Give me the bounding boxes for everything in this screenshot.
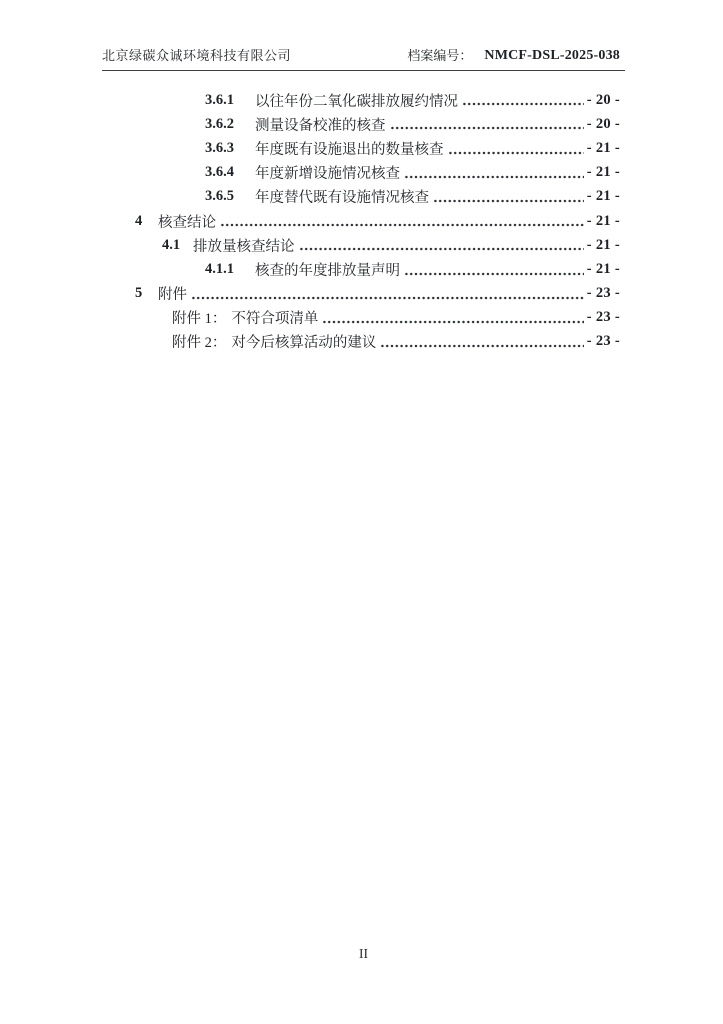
file-number-label: 档案编号： [407, 48, 473, 63]
toc-entry-page: - 21 - [586, 164, 620, 181]
dot-leader [390, 112, 584, 136]
toc-entry-number: 4.1 [162, 236, 181, 253]
toc-entry[interactable] [102, 306, 620, 330]
toc-entry-number: 3.6.4 [205, 164, 234, 181]
toc-entry[interactable] [102, 136, 620, 160]
toc-entry-title: 核查的年度排放量声明 [255, 262, 400, 279]
toc-entry[interactable] [102, 233, 620, 257]
dot-leader [404, 161, 584, 185]
toc-entry-title: 以往年份二氧化碳排放履约情况 [255, 93, 458, 110]
page-number: II [359, 946, 368, 961]
toc-entry-page: - 21 - [586, 188, 620, 205]
toc-entry-title: 核查结论 [158, 214, 216, 231]
toc-entry-number: 3.6.3 [205, 139, 234, 156]
dot-leader [433, 185, 584, 209]
toc-entry-number: 3.6.1 [205, 91, 234, 108]
toc-entry-title: 年度替代既有设施情况核查 [255, 190, 429, 207]
header-company-name: 北京绿碳众诚环境科技有限公司 [102, 48, 292, 63]
table-of-contents [102, 88, 620, 354]
toc-entry-title: 对今后核算活动的建议 [231, 335, 377, 352]
toc-entry-page: - 21 - [586, 260, 620, 277]
page-header [102, 48, 625, 71]
toc-entry-title: 附件 [158, 287, 187, 304]
toc-entry[interactable] [102, 161, 620, 185]
toc-entry[interactable] [102, 257, 620, 281]
toc-entry-page: - 20 - [586, 91, 620, 108]
toc-entry[interactable] [102, 112, 620, 136]
toc-entry[interactable] [102, 185, 620, 209]
toc-entry-number: 附件 2： [172, 335, 227, 352]
dot-leader [380, 330, 583, 354]
dot-leader [191, 282, 584, 306]
toc-entry-page: - 23 - [586, 333, 620, 350]
toc-entry-title: 不符合项清单 [231, 311, 319, 328]
toc-entry-title: 排放量核查结论 [193, 238, 295, 255]
toc-entry-page: - 23 - [586, 285, 620, 302]
toc-entry[interactable] [102, 88, 620, 112]
toc-entry-title: 测量设备校准的核查 [255, 117, 386, 134]
dot-leader [404, 257, 584, 281]
toc-entry-number: 4 [135, 212, 143, 229]
toc-entry-page: - 21 - [586, 236, 620, 253]
toc-entry-page: - 23 - [586, 309, 620, 326]
toc-entry-number: 3.6.2 [205, 115, 234, 132]
file-number-value: NMCF-DSL-2025-038 [484, 48, 620, 63]
dot-leader [462, 88, 584, 112]
toc-entry-page: - 21 - [586, 139, 620, 156]
toc-entry-page: - 21 - [586, 212, 620, 229]
toc-entry-number: 4.1.1 [205, 260, 234, 277]
dot-leader [448, 136, 584, 160]
toc-entry-number: 附件 1： [172, 311, 227, 328]
toc-entry-number: 3.6.5 [205, 188, 234, 205]
toc-entry-page: - 20 - [586, 115, 620, 132]
dot-leader [220, 209, 584, 233]
dot-leader [322, 306, 583, 330]
page-footer [102, 946, 625, 962]
toc-entry[interactable] [102, 282, 620, 306]
header-file-number [407, 48, 625, 64]
toc-entry-title: 年度既有设施退出的数量核查 [255, 141, 444, 158]
toc-entry[interactable] [102, 330, 620, 354]
toc-entry-title: 年度新增设施情况核查 [255, 166, 400, 183]
dot-leader [299, 233, 584, 257]
toc-entry-number: 5 [135, 285, 143, 302]
toc-entry[interactable] [102, 209, 620, 233]
